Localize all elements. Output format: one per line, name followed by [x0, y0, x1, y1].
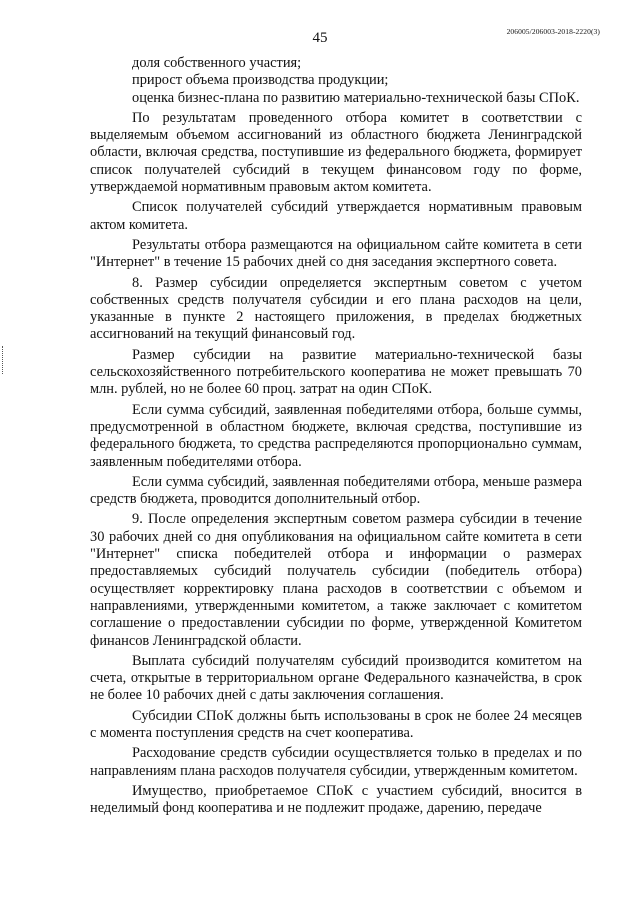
paragraph: оценка бизнес-плана по развитию материально-технической базы СПоК.: [132, 89, 580, 106]
paragraph: Субсидии СПоК должны быть использованы в срок не более 24 месяцев с момента поступления средств на счет кооператива.: [90, 707, 582, 741]
paragraph: Имущество, приобретаемое СПоК с участием субсидий, вносится в неделимый фонд кооператива и не подлежит продаже, дарению, передаче: [90, 782, 582, 817]
document-id: 206005/206003-2018-2220(3): [506, 27, 600, 36]
paragraph: прирост объема производства продукции;: [132, 72, 389, 89]
paragraph: Если сумма субсидий, заявленная победителями отбора, больше суммы, предусмотренной в областном бюджете, включая средства, поступившие из федерального бюджета, то средства распределяются пропорционально суммам, заявленным победителями отбора.: [90, 401, 582, 470]
paragraph: доля собственного участия;: [132, 55, 302, 71]
paragraph: 9. После определения экспертным советом размера субсидии в течение 30 рабочих дней со дня опубликования на официальном сайте комитета в сети "Интернет" списка победителей отбора и информации о размерах предоставляемых субсидий получатель субсидии (победитель отбора) осуществляет корректировку плана расходов в соответствии с объемом и направлениями, утвержденными комитетом, а также заключает с комитетом соглашение о предоставлении субсидии по форме, утвержденной Комитетом финансов Ленинградской области.: [90, 511, 582, 649]
paragraph: Результаты отбора размещаются на официальном сайте комитета в сети "Интернет" в течение 15 рабочих дней со дня заседания экспертного совета.: [90, 236, 582, 271]
page-number: 45: [312, 30, 328, 46]
document-body: [90, 55, 582, 817]
paragraph: 8. Размер субсидии определяется экспертным советом с учетом собственных средств получателя субсидии и его плана расходов на цели, указанные в пункте 2 настоящего приложения, в пределах бюджетных ассигнований на текущий финансовый год.: [90, 274, 582, 343]
paragraph: По результатам проведенного отбора комитет в соответствии с выделяемым объемом ассигнований из областного бюджета Ленинградской области, включая средства, поступившие из федерального бюджета, формирует список получателей субсидий в текущем финансовом году по форме, утверждаемой нормативным правовым актом комитета.: [90, 109, 582, 196]
paragraph: Список получателей субсидий утверждается нормативным правовым актом комитета.: [90, 199, 582, 233]
paragraph: Если сумма субсидий, заявленная победителями отбора, меньше размера средств бюджета, проводится дополнительный отбор.: [90, 473, 582, 508]
paragraph: Расходование средств субсидии осуществляется только в пределах и по направлениям плана расходов получателя субсидии, утвержденным комитетом.: [90, 745, 582, 779]
paragraph: Размер субсидии на развитие материально-технической базы сельскохозяйственного потребительского кооператива не может превышать 70 млн. рублей, но не более 60 проц. затрат на один СПоК.: [90, 346, 582, 398]
paragraph: Выплата субсидий получателям субсидий производится комитетом на счета, открытые в территориальном органе Федерального казначейства, в срок не более 10 рабочих дней с даты заключения соглашения.: [90, 652, 582, 704]
margin-mark: [2, 346, 4, 374]
